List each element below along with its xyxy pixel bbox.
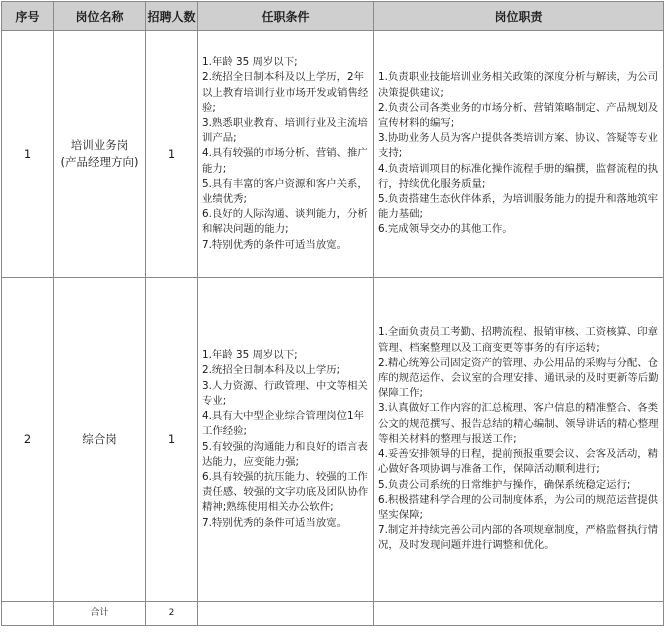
position-name-line: 综合岗	[82, 432, 117, 446]
duty-item: 2.精心统筹公司固定资产的管理、办公用品的采购与分配、仓库的规范运作、会议室的合理安排、通讯录的及时更新等后勤保障工作;	[378, 356, 659, 400]
duties-cell	[374, 31, 664, 278]
total-empty-cell	[374, 602, 664, 626]
requirement-item: 5.具有丰富的客户资源和客户关系，业绩优秀;	[202, 177, 368, 205]
position-name-line: 培训业务岗	[70, 138, 129, 152]
duty-item: 4.妥善安排领导的日程，提前预报重要会议、会客及活动，精心做好各项协调与准备工作，保障活动顺利进行;	[378, 448, 659, 476]
header-position: 岗位名称	[54, 2, 146, 31]
requirements-list	[198, 346, 373, 532]
headcount: 1	[146, 278, 198, 602]
duties-list	[374, 68, 663, 239]
requirement-item: 7.特别优秀的条件可适当放宽。	[202, 516, 347, 529]
requirement-item: 3.熟悉职业教育、培训行业及主流培训产品;	[202, 116, 368, 145]
position-name	[54, 278, 146, 602]
duty-item: 5.负责公司系统的日常维护与操作，确保系统稳定运行;	[378, 478, 631, 491]
requirement-item: 4.具有较强的市场分析、营销、推广能力;	[202, 147, 368, 175]
requirement-item: 1.年龄 35 周岁以下;	[202, 349, 298, 362]
requirement-item: 7.特别优秀的条件可适当放宽。	[202, 238, 347, 251]
total-label: 合计	[54, 602, 146, 626]
total-row	[2, 602, 664, 626]
header-duties: 岗位职责	[374, 2, 664, 31]
header-index: 序号	[2, 2, 54, 31]
table-row	[2, 278, 664, 602]
duty-item: 4.负责培训项目的标准化操作流程手册的编撰，监督流程的执行，持续优化服务质量;	[378, 162, 659, 190]
row-index: 2	[2, 278, 54, 602]
duty-item: 3.协助业务人员为客户提供各类培训方案、协议、答疑等专业支持;	[378, 132, 659, 160]
table-row	[2, 31, 664, 278]
duties-list	[374, 323, 663, 555]
duty-item: 6.完成领导交办的其他工作。	[378, 223, 513, 236]
requirements-cell	[198, 278, 374, 602]
requirement-item: 2.统招全日制本科及以上学历;	[202, 364, 341, 377]
requirement-item: 2.统招全日制本科及以上学历，2年以上教育培训行业市场开发或销售经验;	[202, 71, 369, 114]
requirement-item: 3.人力资源、行政管理、中文等相关专业;	[202, 379, 368, 407]
requirement-item: 1.年龄 35 周岁以下;	[202, 56, 298, 69]
recruitment-table	[1, 1, 664, 626]
duty-item: 3.认真做好工作内容的汇总梳理、客户信息的精准整合、各类公文的规范撰写、报告总结的精心编制、领导讲话的精心整理等相关材料的整理与报送工作;	[378, 402, 659, 445]
duty-item: 6.积极搭建科学合理的公司制度体系，为公司的规范运营提供坚实保障;	[378, 493, 659, 521]
requirement-item: 6.良好的人际沟通、谈判能力，分析和解决问题的能力;	[202, 208, 368, 236]
requirement-item: 4.具有大中型企业综合管理岗位1年工作经验;	[202, 410, 364, 438]
row-index: 1	[2, 31, 54, 278]
header-row	[2, 2, 664, 31]
position-name	[54, 31, 146, 278]
duty-item: 1.负责职业技能培训业务相关政策的深度分析与解读，为公司决策提供建议;	[378, 71, 659, 99]
header-count: 招聘人数	[146, 2, 198, 31]
header-requirements: 任职条件	[198, 2, 374, 31]
duties-cell	[374, 278, 664, 602]
duty-item: 5.负责搭建生态伙伴体系，为培训服务能力的提升和落地筑牢能力基础;	[378, 193, 659, 221]
total-value: 2	[146, 602, 198, 626]
headcount: 1	[146, 31, 198, 278]
requirements-list	[198, 53, 373, 255]
total-empty-cell	[198, 602, 374, 626]
duty-item: 7.制定并持续完善公司内部的各项规章制度，严格监督执行情况，及时发现问题并进行调整和优化。	[378, 524, 659, 552]
requirement-item: 6.具有较强的抗压能力、较强的工作责任感、较强的文字功底及团队协作精神;熟练使用相关办公软件;	[202, 470, 369, 514]
position-name-subline: (产品经理方向)	[60, 155, 139, 169]
duty-item: 2.负责公司各类业务的市场分析、营销策略制定、产品规划及宣传材料的编写;	[378, 101, 659, 129]
requirements-cell	[198, 31, 374, 278]
total-empty-cell	[2, 602, 54, 626]
duty-item: 1.全面负责员工考勤、招聘流程、报销审核、工资核算、印章管理、档案整理以及工商变更等事务的有序运转;	[378, 326, 659, 354]
requirement-item: 5.有较强的沟通能力和良好的语言表达能力，应变能力强;	[202, 440, 368, 468]
